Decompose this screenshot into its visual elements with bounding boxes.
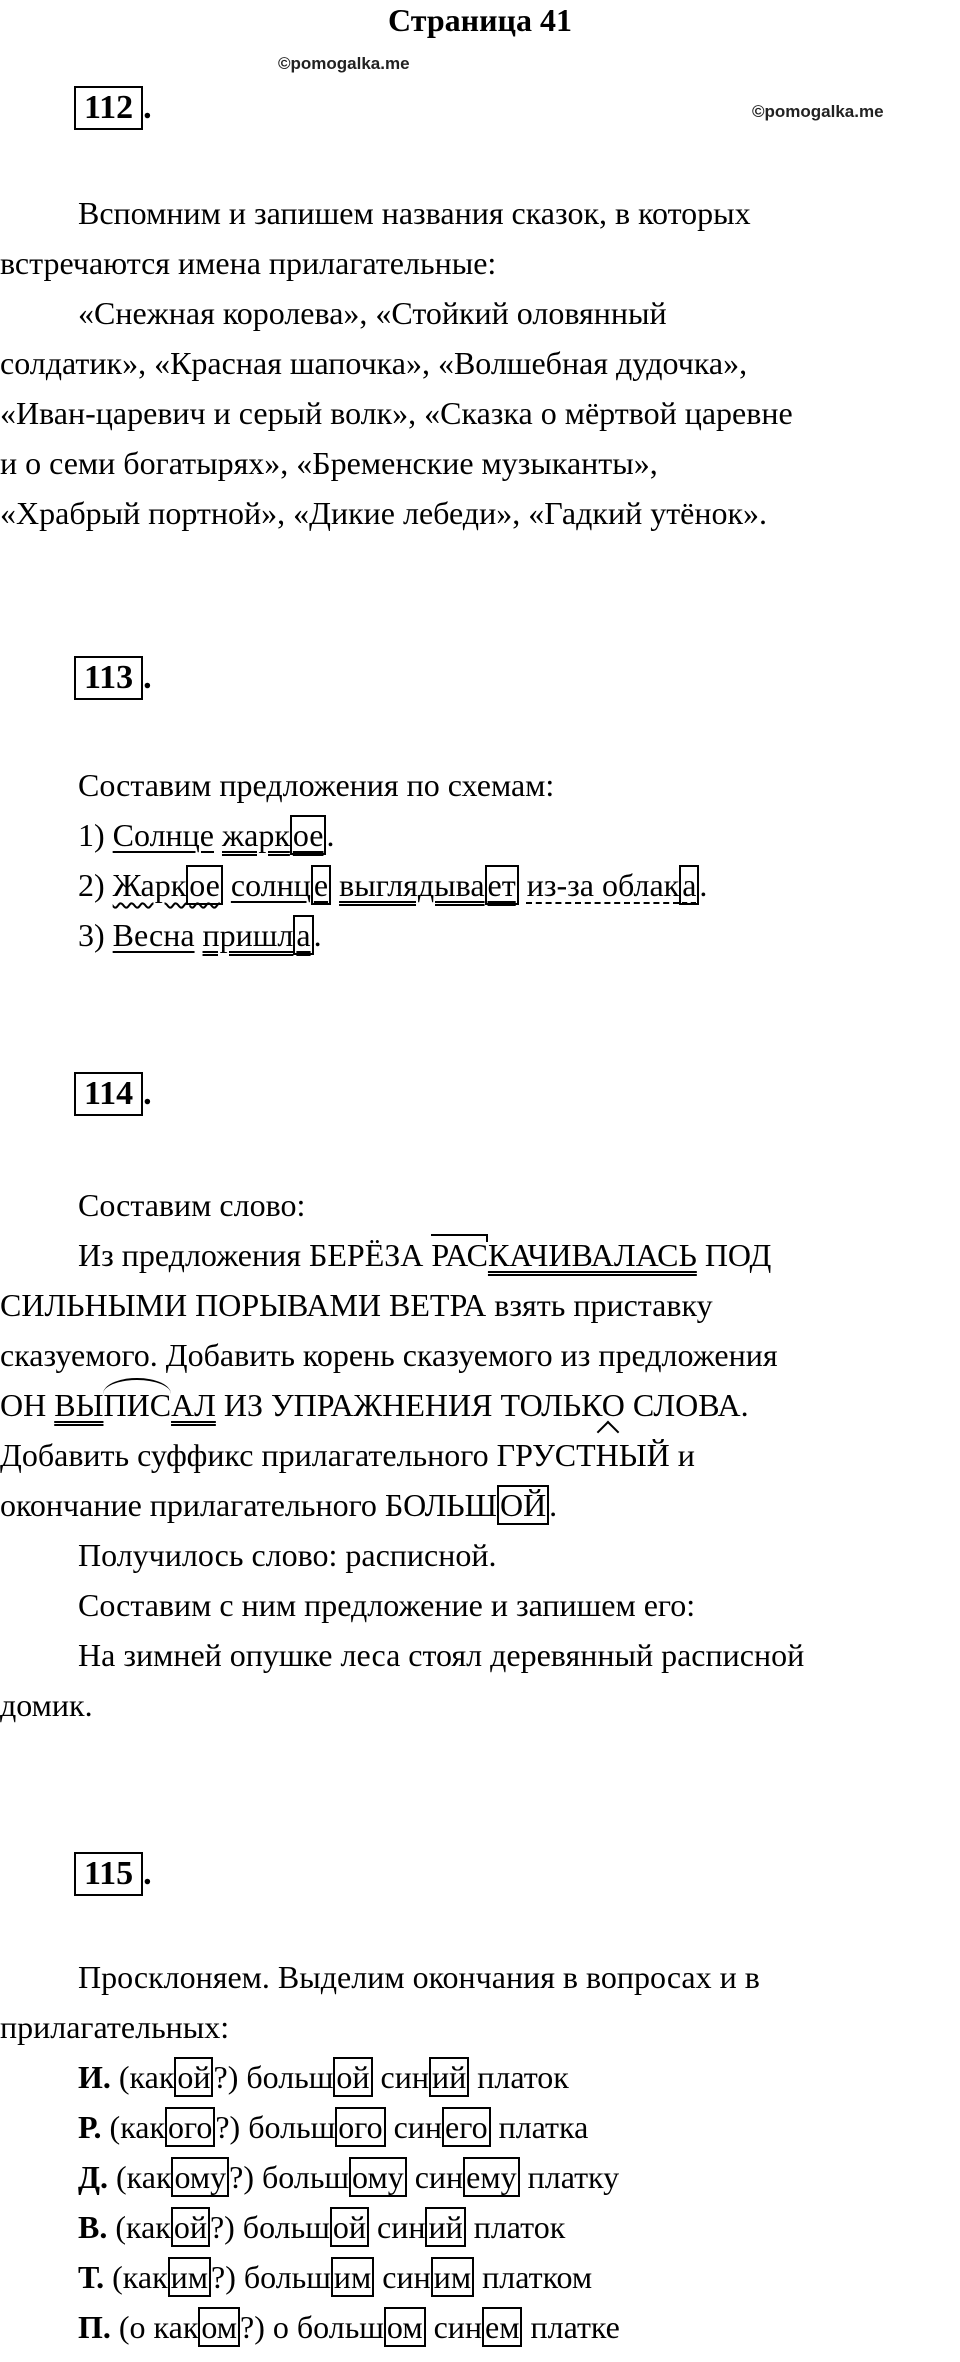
prefix-mark: РАС [431,1230,488,1280]
ending-box: ой [330,2207,369,2247]
watermark: ©pomogalka.me [278,54,410,73]
declension-row: Р. (какого?) большого синего платка [78,2109,589,2145]
ending-box: ий [429,2057,469,2097]
exercise-115-text: Просклоняем. Выделим окончания в вопросах и в прилагательных: [0,1959,760,2045]
exercise-113-text: Составим предложения по схемам: 1) Солнце жаркое. 2) Жаркое солнце выглядывает из-за облака. 3) Весна пришла. [0,760,960,960]
ending-box: е [311,865,331,905]
exercise-114-text: Составим слово: Из предложения БЕРЁЗА РАСКАЧИВАЛАСЬ ПОД СИЛЬНЫМИ ПОРЫВАМИ ВЕТРА взять приставку сказуемого. Добавить корень сказуемого из предложения ОН ВЫПИСАЛ ИЗ УПРАЖНЕНИЯ ТОЛЬКО СЛОВА. Добавить суффикс прилагательного ГРУСТНЫЙ и окончание прилагательного БОЛЬШОЙ. Получилось слово: расписной. Составим с ним предложение и запишем его: На зимней опушке леса стоял деревянный расписной домик. [0,1187,805,1723]
sentence-1: 1) Солнце жаркое. [78,817,335,853]
ending-box: ий [425,2207,465,2247]
ending-box: ем [482,2307,522,2347]
sentence-2: 2) Жаркое солнце выглядывает из-за облака. [78,867,708,903]
exercise-number-115: 115 . [74,1852,152,1896]
ending-box: ом [384,2307,426,2347]
ending-box: ОЙ [497,1485,549,1525]
declension-row: П. (о каком?) о большом синем платке [78,2309,620,2345]
exercise-number-113: 113 . [74,656,152,700]
ending-box: им [331,2257,374,2297]
ending-box: ом [198,2307,240,2347]
root-mark: ПИС [103,1380,171,1430]
ending-box: его [442,2107,491,2147]
watermark: ©pomogalka.me [752,102,884,121]
ending-box: ому [171,2157,229,2197]
ending-box: ое [186,865,223,905]
ending-box: ому [349,2157,407,2197]
exercise-112-text: Вспомним и запишем названия сказок, в которых встречаются имена прилагательные: «Снежная королева», «Стойкий оловянный солдатик», «Красная шапочка», «Волшебная дудочка», «Иван-царевич и серый волк», «Сказка о мёртвой царевне и о семи богатырях», «Бременские музыканты», «Храбрый портной», «Дикие лебеди», «Гадкий утёнок». [0,195,793,531]
ending-box: ого [165,2107,215,2147]
ending-box: им [431,2257,474,2297]
ending-box: а [293,915,313,955]
ending-box: а [679,865,699,905]
ending-box: ой [333,2057,372,2097]
ending-box: ему [463,2157,519,2197]
exercise-number-114: 114 . [74,1072,152,1116]
declension-row: Д. (какому?) большому синему платку [78,2159,620,2195]
suffix-mark: Н [596,1430,619,1480]
ending-box: ой [171,2207,210,2247]
ending-box: ет [485,865,519,905]
declension-row: И. (какой?) большой синий платок [78,2059,569,2095]
declension-row: Т. (каким?) большим синим платком [78,2259,593,2295]
ending-box: ого [335,2107,385,2147]
declension-row: В. (какой?) большой синий платок [78,2209,566,2245]
sentence-3: 3) Весна пришла. [78,917,322,953]
declension-table [0,2052,960,2352]
ending-box: им [168,2257,211,2297]
exercise-number-112: 112 . [74,86,152,130]
page-title: Страница 41 [388,2,572,38]
ending-box: ое [290,815,327,855]
ending-box: ой [174,2057,213,2097]
